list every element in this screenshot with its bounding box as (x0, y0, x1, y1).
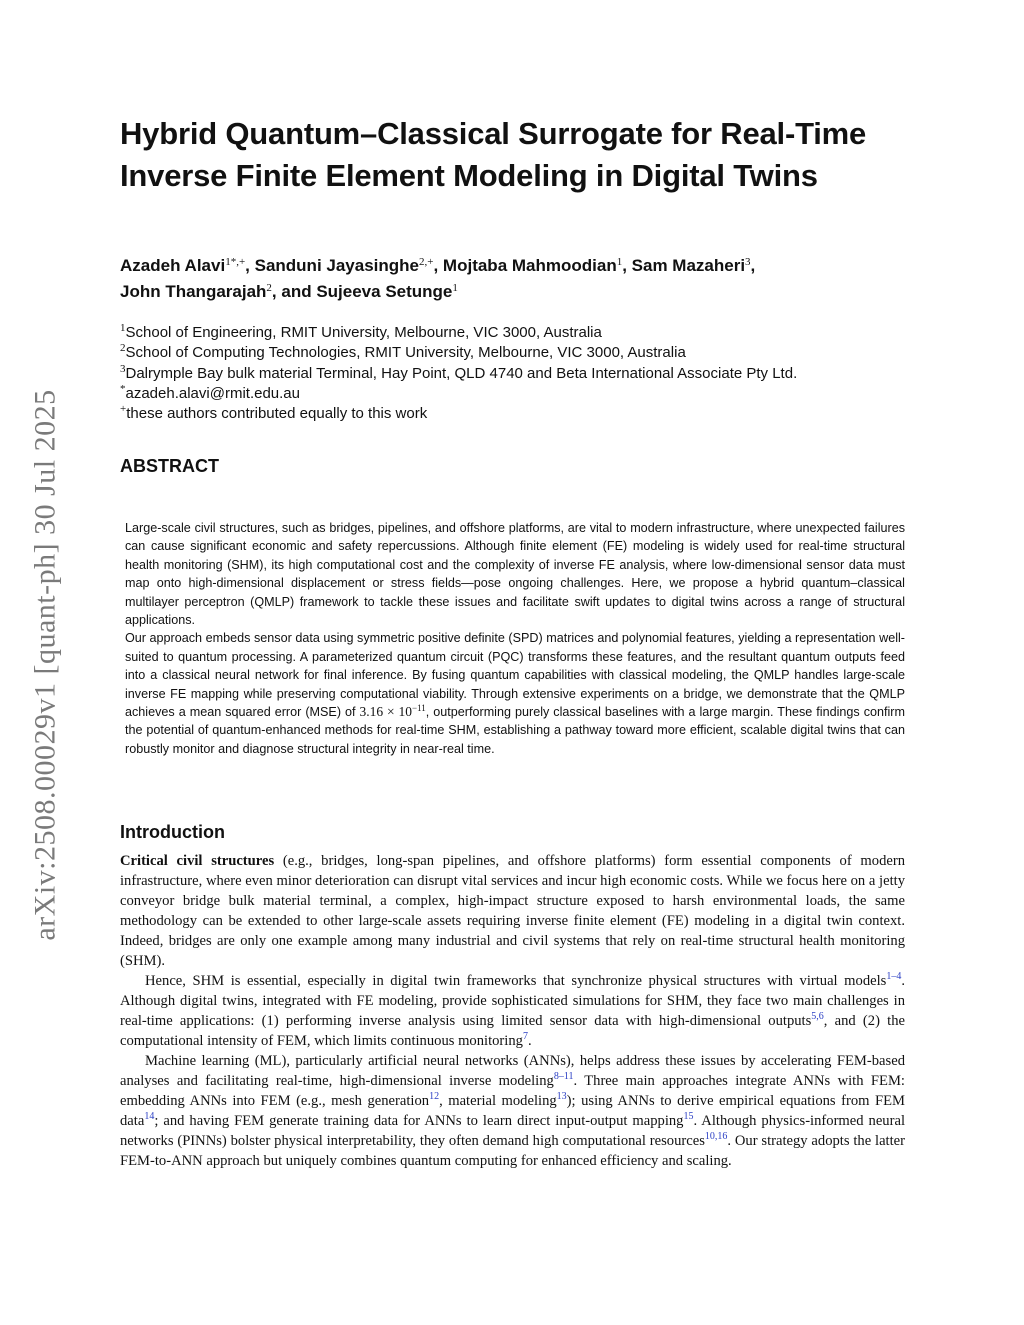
affiliation-text: Dalrymple Bay bulk material Terminal, Hay Point, QLD 4740 and Beta International Associate Pty Ltd. (125, 364, 798, 382)
author-separator: , (622, 256, 632, 275)
paper-title: Hybrid Quantum–Classical Surrogate for Real-Time Inverse Finite Element Modeling in Digital Twins (120, 116, 867, 193)
author-affiliation-mark: 3 (745, 256, 751, 268)
author-separator: , (433, 256, 443, 275)
affiliation-text: azadeh.alavi@rmit.edu.au (125, 384, 300, 402)
citation-link[interactable]: 8–11 (553, 1071, 574, 1082)
citation-link[interactable]: 5,6 (811, 1011, 824, 1022)
affiliation-mark: 3 (120, 362, 126, 375)
citation-link[interactable]: 14 (144, 1111, 155, 1122)
affiliation-text: School of Computing Technologies, RMIT University, Melbourne, VIC 3000, Australia (125, 344, 686, 362)
affiliation-mark: 2 (120, 342, 126, 355)
author-list (120, 253, 905, 305)
mse-exponent: −11 (412, 703, 426, 714)
author-affiliation-mark: 2 (266, 282, 272, 294)
author-affiliation-mark: 1 (616, 256, 623, 268)
author-affiliation-mark: 1*,+ (225, 256, 246, 268)
mse-base: 3.16 × 10 (359, 704, 413, 720)
author-affiliation-mark: 1 (452, 282, 458, 294)
author-affiliation-mark: 2,+ (419, 256, 434, 268)
affiliation-line (120, 384, 905, 404)
intro-lead-phrase: Critical civil structures (120, 853, 275, 869)
citation-link[interactable]: 13 (556, 1091, 567, 1102)
intro-p3-text-b: . Three main approaches integrate ANNs with FEM: embedding ANNs into FEM (e.g., mesh generation (120, 1073, 905, 1109)
intro-paragraph-2 (120, 971, 905, 1051)
arxiv-sidebar-stamp (18, 355, 74, 975)
abstract-p2-text-a: Our approach embeds sensor data using symmetric positive definite (SPD) matrices and polynomial features, yielding a representation well-suited to quantum processing. A parameterized quantum circuit (PQC) transforms these features, and the resultant quantum outputs feed into a classical neural network for final inference. By fusing quantum capabilities with classical modeling, the QMLP handles large-scale inverse FE mapping while preserving computational viability. Through extensive experiments on a bridge, we demonstrate that the QMLP achieves a mean squared error (MSE) of (125, 631, 905, 720)
affiliation-list (120, 323, 905, 424)
citation-link[interactable]: 1–4 (886, 971, 902, 982)
intro-p3-text-c: , material modeling (439, 1093, 557, 1109)
abstract-p2-text-b: , outperforming purely classical baselines with a large margin. These findings confirm the potential of quantum-enhanced methods for real-time SHM, establishing a pathway toward more efficient, scalable digital twins that can robustly monitor and diagnose structural integrity in near-real time. (125, 705, 905, 756)
intro-paragraph-3 (120, 1051, 905, 1171)
intro-p2-text-d: . (527, 1033, 532, 1049)
citation-link[interactable]: 10,16 (704, 1131, 728, 1142)
citation-link[interactable]: 15 (683, 1111, 694, 1122)
author-separator: , and (271, 282, 317, 301)
author-separator: , (750, 256, 756, 275)
intro-p1-text: (e.g., bridges, long-span pipelines, and offshore platforms) form essential components of modern infrastructure, where even minor deterioration can disrupt vital services and incur high economic costs. While we focus here on a jetty conveyor bridge bulk material terminal, a complex, high-impact structure exposed to harsh environmental loads, the same methodology can be extended to other large-scale assets requiring inverse finite element (FE) modeling in a digital twin context. Indeed, bridges are only one example among many industrial and civil systems that rely on real-time structural health monitoring (SHM). (120, 853, 905, 969)
affiliation-line (120, 343, 905, 363)
author-name: Sam Mazaheri (631, 256, 746, 275)
affiliation-text: these authors contributed equally to this work (126, 405, 428, 423)
abstract-paragraph-1: Large-scale civil structures, such as bridges, pipelines, and offshore platforms, are vital to modern infrastructure, where unexpected failures can cause significant economic and safety repercussions. Although finite element (FE) modeling is widely used for real-time structural health monitoring (SHM), its high computational cost and the complexity of inverse FE analysis, where low-dimensional sensor data must map onto high-dimensional displacement or stress fields—pose ongoing challenges. Here, we propose a hybrid quantum–classical multilayer perceptron (QMLP) framework to tackle these issues and facilitate swift updates to digital twins across a range of structural applications. (125, 521, 905, 628)
affiliation-mark: * (120, 382, 126, 395)
introduction-heading: Introduction (120, 822, 225, 842)
abstract-body (125, 519, 905, 758)
affiliation-line (120, 404, 905, 424)
affiliation-mark: + (120, 403, 127, 416)
intro-p3-text-f: . Although physics-informed neural networks (PINNs) bolster physical interpretability, they often demand high computational resources (120, 1113, 905, 1149)
intro-p3-text-g: . Our strategy adopts the latter FEM-to-ANN approach but uniquely combines quantum computing for enhanced efficiency and scaling. (120, 1133, 905, 1169)
affiliation-line (120, 323, 905, 343)
intro-p2-text-b: . Although digital twins, integrated with FE modeling, provide sophisticated simulations for SHM, they face two main challenges in real-time applications: (1) performing inverse analysis using limited sensor data with high-dimensional outputs (120, 973, 905, 1029)
author-name: Azadeh Alavi (120, 256, 226, 275)
intro-paragraph-1 (120, 851, 905, 971)
author-name: John Thangarajah (120, 282, 267, 301)
intro-p3-text-e: ; and having FEM generate training data for ANNs to learn direct input-output mapping (154, 1113, 684, 1129)
mse-value (360, 704, 426, 719)
arxiv-id-text: arXiv:2508.00029v1 [quant-ph] 30 Jul 2025 (29, 389, 62, 941)
author-separator: , (245, 256, 255, 275)
abstract-heading: ABSTRACT (120, 456, 219, 476)
citation-link[interactable]: 12 (429, 1091, 440, 1102)
author-name: Mojtaba Mahmoodian (442, 256, 617, 275)
affiliation-text: School of Engineering, RMIT University, Melbourne, VIC 3000, Australia (125, 324, 602, 341)
citation-link[interactable]: 7 (522, 1031, 528, 1042)
intro-p2-text-c: , and (2) the computational intensity of FEM, which limits continuous monitoring (120, 1013, 905, 1049)
intro-p3-text-d: ); using ANNs to derive empirical equations from FEM data (120, 1093, 905, 1129)
affiliation-line (120, 364, 905, 384)
affiliation-mark: 1 (120, 322, 126, 334)
author-name: Sujeeva Setunge (316, 282, 453, 301)
introduction-body (120, 851, 905, 1171)
intro-p2-text-a: Hence, SHM is essential, especially in digital twin frameworks that synchronize physical structures with virtual models (145, 973, 887, 989)
author-name: Sanduni Jayasinghe (254, 256, 419, 275)
intro-p3-text-a: Machine learning (ML), particularly artificial neural networks (ANNs), helps address these issues by accelerating FEM-based analyses and facilitating real-time, high-dimensional inverse modeling (120, 1053, 905, 1089)
abstract-paragraph-2 (125, 629, 905, 758)
